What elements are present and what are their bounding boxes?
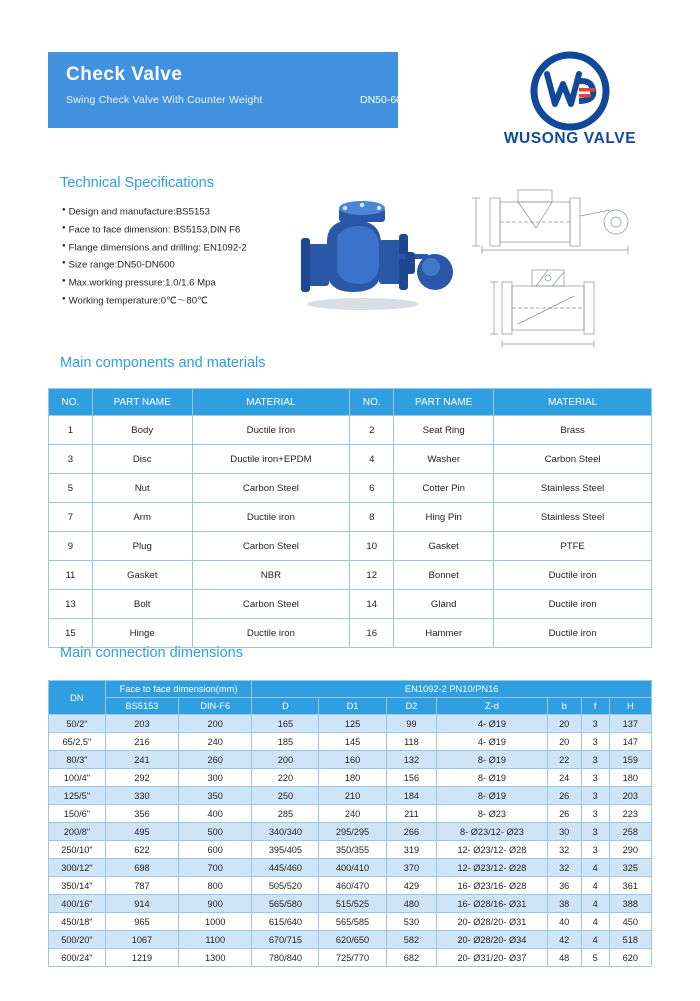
- cell: 400/410: [319, 859, 386, 877]
- cell: 615/640: [252, 913, 319, 931]
- cell: 210: [319, 787, 386, 805]
- cell: 350/355: [319, 841, 386, 859]
- cell: 4- Ø19: [437, 733, 547, 751]
- cell: 1300: [179, 949, 252, 967]
- cell: Plug: [92, 532, 192, 561]
- cell: Seat Ring: [394, 416, 494, 445]
- cell: Washer: [394, 445, 494, 474]
- cell: 7: [49, 503, 93, 532]
- col-bs5153: BS5153: [105, 698, 178, 715]
- cell: 150/6": [49, 805, 106, 823]
- cell: Cotter Pin: [394, 474, 494, 503]
- cell: 180: [609, 769, 651, 787]
- cell: Ductile iron: [192, 619, 350, 648]
- cell: 8- Ø23: [437, 805, 547, 823]
- table-row: [49, 841, 652, 859]
- table-row: [49, 877, 652, 895]
- cell: 295/295: [319, 823, 386, 841]
- cell: 565/585: [319, 913, 386, 931]
- cell: 20- Ø28/20- Ø34: [437, 931, 547, 949]
- page-subtitle: Swing Check Valve With Counter Weight: [66, 94, 263, 106]
- cell: Nut: [92, 474, 192, 503]
- cell: 300: [179, 769, 252, 787]
- cell: 9: [49, 532, 93, 561]
- cell: 132: [386, 751, 437, 769]
- cell: 8: [350, 503, 394, 532]
- cell: 1100: [179, 931, 252, 949]
- cell: 370: [386, 859, 437, 877]
- cell: 125: [319, 715, 386, 733]
- cell: 670/715: [252, 931, 319, 949]
- col-d: D: [252, 698, 319, 715]
- cell: 80/3": [49, 751, 106, 769]
- col-part-name-2: PART NAME: [394, 389, 494, 416]
- col-zd: Z-d: [437, 698, 547, 715]
- cell: 6: [350, 474, 394, 503]
- cell: 480: [386, 895, 437, 913]
- cell: Ductile Iron: [192, 416, 350, 445]
- cell: 4: [581, 859, 609, 877]
- technical-specifications-title: Technical Specifications: [60, 175, 214, 191]
- cell: Stainless Steel: [494, 474, 652, 503]
- cell: 36: [547, 877, 581, 895]
- cell: 4: [350, 445, 394, 474]
- cell: 211: [386, 805, 437, 823]
- cell: 12: [350, 561, 394, 590]
- table-row: [49, 733, 652, 751]
- cell: 48: [547, 949, 581, 967]
- cell: Ductile iron: [494, 590, 652, 619]
- col-b: b: [547, 698, 581, 715]
- table-header-sub-row: [49, 698, 652, 715]
- cell: 787: [105, 877, 178, 895]
- cell: 530: [386, 913, 437, 931]
- table-row: [49, 590, 652, 619]
- cell: 3: [581, 715, 609, 733]
- spec-item: ● Size range:DN50-DN600: [62, 256, 332, 274]
- cell: 1: [49, 416, 93, 445]
- product-photo: [285, 188, 465, 328]
- cell: 16- Ø23/16- Ø28: [437, 877, 547, 895]
- cell: 156: [386, 769, 437, 787]
- cell: 5: [581, 949, 609, 967]
- spec-item: ● Working temperature:0℃～80℃: [62, 292, 332, 310]
- col-d2: D2: [386, 698, 437, 715]
- cell: 445/460: [252, 859, 319, 877]
- cell: 2: [350, 416, 394, 445]
- table-header-group-row: [49, 681, 652, 698]
- cell: 99: [386, 715, 437, 733]
- cell: 682: [386, 949, 437, 967]
- cell: Gland: [394, 590, 494, 619]
- cell: 400/16": [49, 895, 106, 913]
- cell: 319: [386, 841, 437, 859]
- cell: 216: [105, 733, 178, 751]
- cell: 32: [547, 841, 581, 859]
- cell: 240: [319, 805, 386, 823]
- cell: 500: [179, 823, 252, 841]
- cell: Gasket: [394, 532, 494, 561]
- logo-mark-icon: [527, 48, 613, 134]
- cell: Brass: [494, 416, 652, 445]
- cell: 725/770: [319, 949, 386, 967]
- cell: 3: [49, 445, 93, 474]
- cell: 8- Ø23/12- Ø23: [437, 823, 547, 841]
- cell: 12- Ø23/12- Ø28: [437, 859, 547, 877]
- cell: Gasket: [92, 561, 192, 590]
- cell: 5: [49, 474, 93, 503]
- cell: 700: [179, 859, 252, 877]
- cell: 582: [386, 931, 437, 949]
- cell: Carbon Steel: [192, 474, 350, 503]
- cell: 16- Ø28/16- Ø31: [437, 895, 547, 913]
- technical-drawing-side-view: [470, 180, 640, 265]
- cell: Carbon Steel: [494, 445, 652, 474]
- cell: 388: [609, 895, 651, 913]
- spec-item: ● Flange dimensions and drilling: EN1092-2: [62, 239, 332, 257]
- col-no-2: NO.: [350, 389, 394, 416]
- cell: 3: [581, 769, 609, 787]
- cell: 200: [179, 715, 252, 733]
- table-row: [49, 949, 652, 967]
- cell: 220: [252, 769, 319, 787]
- cell: 125/5": [49, 787, 106, 805]
- cell: 38: [547, 895, 581, 913]
- cell: 3: [581, 805, 609, 823]
- cell: 429: [386, 877, 437, 895]
- cell: 518: [609, 931, 651, 949]
- cell: 4- Ø19: [437, 715, 547, 733]
- table-header-row: [49, 389, 652, 416]
- cell: 780/840: [252, 949, 319, 967]
- cell: 3: [581, 823, 609, 841]
- cell: 30: [547, 823, 581, 841]
- table-row: [49, 619, 652, 648]
- spec-item: ● Design and manufacture:BS5153: [62, 203, 332, 221]
- cell: PTFE: [494, 532, 652, 561]
- col-material-1: MATERIAL: [192, 389, 350, 416]
- cell: 565/580: [252, 895, 319, 913]
- cell: 184: [386, 787, 437, 805]
- col-din-f6: DIN-F6: [179, 698, 252, 715]
- cell: Disc: [92, 445, 192, 474]
- cell: 203: [105, 715, 178, 733]
- cell: 260: [179, 751, 252, 769]
- cell: 620: [609, 949, 651, 967]
- components-section-title: Main components and materials: [60, 355, 266, 371]
- col-dn: DN: [49, 681, 106, 715]
- table-row: [49, 561, 652, 590]
- col-part-name-1: PART NAME: [92, 389, 192, 416]
- cell: 250: [252, 787, 319, 805]
- cell: 50/2": [49, 715, 106, 733]
- cell: 4: [581, 895, 609, 913]
- cell: 10: [350, 532, 394, 561]
- cell: 290: [609, 841, 651, 859]
- cell: 16: [350, 619, 394, 648]
- cell: 285: [252, 805, 319, 823]
- cell: 3: [581, 787, 609, 805]
- cell: 13: [49, 590, 93, 619]
- cell: 4: [581, 877, 609, 895]
- cell: Carbon Steel: [192, 532, 350, 561]
- cell: NBR: [192, 561, 350, 590]
- col-h: H: [609, 698, 651, 715]
- cell: 1000: [179, 913, 252, 931]
- spec-item: ● Max.working pressure:1.0/1.6 Mpa: [62, 274, 332, 292]
- cell: 8- Ø19: [437, 769, 547, 787]
- col-material-2: MATERIAL: [494, 389, 652, 416]
- cell: 600/24": [49, 949, 106, 967]
- cell: 160: [319, 751, 386, 769]
- table-row: [49, 859, 652, 877]
- cell: 914: [105, 895, 178, 913]
- technical-drawing-section-view: [478, 262, 638, 352]
- cell: 258: [609, 823, 651, 841]
- page-title: Check Valve: [66, 64, 183, 85]
- cell: 600: [179, 841, 252, 859]
- cell: 965: [105, 913, 178, 931]
- header-banner: [48, 52, 408, 128]
- cell: 65/2.5": [49, 733, 106, 751]
- cell: 100/4": [49, 769, 106, 787]
- cell: 800: [179, 877, 252, 895]
- cell: 292: [105, 769, 178, 787]
- cell: 395/405: [252, 841, 319, 859]
- brand-name: WUSONG VALVE: [503, 130, 637, 147]
- cell: 266: [386, 823, 437, 841]
- cell: 11: [49, 561, 93, 590]
- company-logo: [480, 48, 660, 153]
- cell: 900: [179, 895, 252, 913]
- cell: 22: [547, 751, 581, 769]
- components-table: [48, 388, 652, 648]
- cell: 240: [179, 733, 252, 751]
- cell: 460/470: [319, 877, 386, 895]
- cell: 26: [547, 787, 581, 805]
- cell: 450/18": [49, 913, 106, 931]
- spec-item: ● Face to face dimension: BS5153,DIN F6: [62, 221, 332, 239]
- cell: 147: [609, 733, 651, 751]
- cell: Arm: [92, 503, 192, 532]
- cell: 15: [49, 619, 93, 648]
- cell: Body: [92, 416, 192, 445]
- cell: 118: [386, 733, 437, 751]
- table-row: [49, 895, 652, 913]
- cell: 3: [581, 751, 609, 769]
- cell: 20: [547, 715, 581, 733]
- cell: 40: [547, 913, 581, 931]
- cell: 185: [252, 733, 319, 751]
- cell: Hing Pin: [394, 503, 494, 532]
- cell: 620/650: [319, 931, 386, 949]
- col-d1: D1: [319, 698, 386, 715]
- cell: 340/340: [252, 823, 319, 841]
- cell: Ductile iron: [192, 503, 350, 532]
- cell: 622: [105, 841, 178, 859]
- cell: 356: [105, 805, 178, 823]
- cell: 3: [581, 733, 609, 751]
- cell: 165: [252, 715, 319, 733]
- cell: 500/20": [49, 931, 106, 949]
- cell: 450: [609, 913, 651, 931]
- cell: 505/520: [252, 877, 319, 895]
- cell: 361: [609, 877, 651, 895]
- cell: 200/8": [49, 823, 106, 841]
- cell: 8- Ø19: [437, 787, 547, 805]
- cell: 4: [581, 931, 609, 949]
- cell: 20- Ø31/20- Ø37: [437, 949, 547, 967]
- cell: 300/12": [49, 859, 106, 877]
- col-face-to-face-group: Face to face dimension(mm): [105, 681, 252, 698]
- col-no-1: NO.: [49, 389, 93, 416]
- cell: Ductile iron+EPDM: [192, 445, 350, 474]
- cell: 495: [105, 823, 178, 841]
- cell: 1219: [105, 949, 178, 967]
- cell: Ductile iron: [494, 561, 652, 590]
- cell: Ductile iron: [494, 619, 652, 648]
- cell: Hammer: [394, 619, 494, 648]
- cell: 12- Ø23/12- Ø28: [437, 841, 547, 859]
- cell: 24: [547, 769, 581, 787]
- cell: 3: [581, 841, 609, 859]
- table-row: [49, 769, 652, 787]
- cell: 350/14": [49, 877, 106, 895]
- cell: 325: [609, 859, 651, 877]
- cell: 137: [609, 715, 651, 733]
- cell: Stainless Steel: [494, 503, 652, 532]
- col-en1092-group: EN1092-2 PN10/PN16: [252, 681, 652, 698]
- cell: 350: [179, 787, 252, 805]
- cell: 159: [609, 751, 651, 769]
- cell: 14: [350, 590, 394, 619]
- table-row: [49, 416, 652, 445]
- cell: 42: [547, 931, 581, 949]
- table-row: [49, 823, 652, 841]
- cell: 180: [319, 769, 386, 787]
- cell: 20: [547, 733, 581, 751]
- dimensions-table: [48, 680, 652, 967]
- dimensions-section-title: Main connection dimensions: [60, 645, 243, 661]
- table-row: [49, 445, 652, 474]
- table-row: [49, 931, 652, 949]
- table-row: [49, 474, 652, 503]
- table-row: [49, 751, 652, 769]
- cell: 250/10": [49, 841, 106, 859]
- size-range-label: DN50-600: [360, 94, 408, 106]
- table-row: [49, 787, 652, 805]
- cell: Bonnet: [394, 561, 494, 590]
- cell: 203: [609, 787, 651, 805]
- cell: 26: [547, 805, 581, 823]
- cell: 8- Ø19: [437, 751, 547, 769]
- cell: 32: [547, 859, 581, 877]
- cell: 200: [252, 751, 319, 769]
- cell: 223: [609, 805, 651, 823]
- col-f: f: [581, 698, 609, 715]
- table-row: [49, 532, 652, 561]
- cell: 20- Ø28/20- Ø31: [437, 913, 547, 931]
- table-row: [49, 503, 652, 532]
- cell: 241: [105, 751, 178, 769]
- cell: 145: [319, 733, 386, 751]
- cell: Bolt: [92, 590, 192, 619]
- cell: 4: [581, 913, 609, 931]
- cell: 330: [105, 787, 178, 805]
- cell: 515/525: [319, 895, 386, 913]
- table-row: [49, 805, 652, 823]
- table-row: [49, 913, 652, 931]
- table-row: [49, 715, 652, 733]
- cell: Carbon Steel: [192, 590, 350, 619]
- cell: 698: [105, 859, 178, 877]
- cell: 400: [179, 805, 252, 823]
- cell: 1067: [105, 931, 178, 949]
- cell: Hinge: [92, 619, 192, 648]
